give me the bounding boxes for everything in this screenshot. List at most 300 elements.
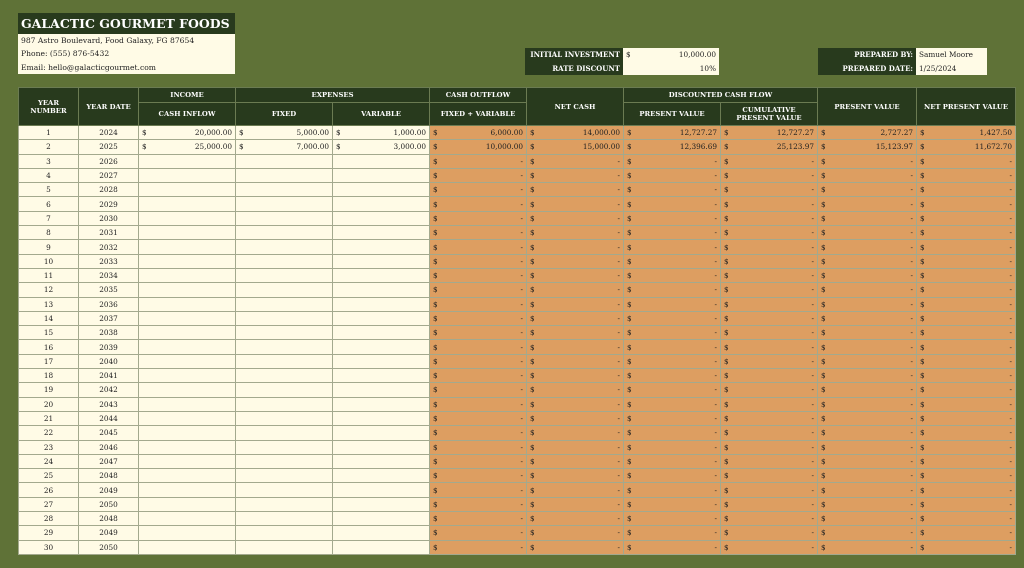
present-value-2-cell[interactable] [818, 383, 917, 397]
present-value-cell[interactable] [624, 512, 721, 526]
net-cash-cell[interactable] [527, 497, 624, 511]
cumulative-present-value-cell[interactable] [721, 268, 818, 282]
cash-outflow-cell[interactable] [430, 497, 527, 511]
net-present-value-cell[interactable] [917, 411, 1016, 425]
net-present-value-cell[interactable] [917, 254, 1016, 268]
cumulative-present-value-cell[interactable] [721, 454, 818, 468]
present-value-cell[interactable] [624, 183, 721, 197]
header-present-value[interactable]: PRESENT VALUE [624, 103, 721, 126]
cumulative-present-value-cell[interactable] [721, 340, 818, 354]
net-cash-cell[interactable] [527, 397, 624, 411]
cumulative-present-value-cell[interactable] [721, 240, 818, 254]
cash-outflow-cell[interactable] [430, 154, 527, 168]
cash-inflow-cell[interactable] [139, 126, 236, 140]
header-discounted-cash-flow[interactable]: DISCOUNTED CASH FLOW [624, 88, 818, 103]
net-present-value-cell[interactable] [917, 526, 1016, 540]
header-present-value-2[interactable]: PRESENT VALUE [818, 88, 917, 126]
header-net-cash[interactable]: NET CASH [527, 88, 624, 126]
variable-expense-cell[interactable] [333, 283, 430, 297]
year-number-cell[interactable]: 10 [19, 254, 79, 268]
cash-outflow-cell[interactable] [430, 240, 527, 254]
year-number-cell[interactable]: 28 [19, 512, 79, 526]
variable-expense-cell[interactable] [333, 168, 430, 182]
variable-expense-cell[interactable] [333, 540, 430, 554]
present-value-2-cell[interactable] [818, 340, 917, 354]
net-cash-cell[interactable] [527, 512, 624, 526]
variable-expense-cell[interactable] [333, 397, 430, 411]
cumulative-present-value-cell[interactable] [721, 126, 818, 140]
cash-outflow-cell[interactable] [430, 512, 527, 526]
year-number-cell[interactable]: 6 [19, 197, 79, 211]
present-value-2-cell[interactable] [818, 397, 917, 411]
year-number-cell[interactable]: 1 [19, 126, 79, 140]
header-income[interactable]: INCOME [139, 88, 236, 103]
header-year-number[interactable]: YEAR NUMBER [19, 88, 79, 126]
net-cash-cell[interactable] [527, 469, 624, 483]
present-value-cell[interactable] [624, 483, 721, 497]
net-present-value-cell[interactable] [917, 326, 1016, 340]
cash-inflow-cell[interactable] [139, 340, 236, 354]
cash-inflow-cell[interactable] [139, 311, 236, 325]
cumulative-present-value-cell[interactable] [721, 197, 818, 211]
variable-expense-cell[interactable] [333, 254, 430, 268]
year-date-cell[interactable]: 2039 [79, 340, 139, 354]
net-present-value-cell[interactable] [917, 240, 1016, 254]
variable-expense-cell[interactable] [333, 126, 430, 140]
net-cash-cell[interactable] [527, 154, 624, 168]
cash-outflow-cell[interactable] [430, 311, 527, 325]
cumulative-present-value-cell[interactable] [721, 183, 818, 197]
variable-expense-cell[interactable] [333, 197, 430, 211]
net-present-value-cell[interactable] [917, 469, 1016, 483]
year-number-cell[interactable]: 2 [19, 140, 79, 154]
present-value-cell[interactable] [624, 126, 721, 140]
fixed-expense-cell[interactable] [236, 254, 333, 268]
present-value-cell[interactable] [624, 297, 721, 311]
cash-outflow-cell[interactable] [430, 211, 527, 225]
year-number-cell[interactable]: 12 [19, 283, 79, 297]
present-value-2-cell[interactable] [818, 540, 917, 554]
net-present-value-cell[interactable] [917, 340, 1016, 354]
present-value-2-cell[interactable] [818, 140, 917, 154]
cash-inflow-cell[interactable] [139, 326, 236, 340]
cumulative-present-value-cell[interactable] [721, 497, 818, 511]
year-date-cell[interactable]: 2048 [79, 469, 139, 483]
net-cash-cell[interactable] [527, 369, 624, 383]
year-date-cell[interactable]: 2027 [79, 168, 139, 182]
variable-expense-cell[interactable] [333, 454, 430, 468]
cash-outflow-cell[interactable] [430, 126, 527, 140]
net-cash-cell[interactable] [527, 211, 624, 225]
net-present-value-cell[interactable] [917, 383, 1016, 397]
cash-inflow-cell[interactable] [139, 483, 236, 497]
present-value-2-cell[interactable] [818, 197, 917, 211]
net-present-value-cell[interactable] [917, 440, 1016, 454]
cash-outflow-cell[interactable] [430, 326, 527, 340]
net-present-value-cell[interactable] [917, 369, 1016, 383]
present-value-cell[interactable] [624, 397, 721, 411]
cash-inflow-cell[interactable] [139, 383, 236, 397]
present-value-2-cell[interactable] [818, 254, 917, 268]
header-cumulative-present-value[interactable]: CUMULATIVE PRESENT VALUE [721, 103, 818, 126]
net-cash-cell[interactable] [527, 440, 624, 454]
cash-outflow-cell[interactable] [430, 540, 527, 554]
year-number-cell[interactable]: 11 [19, 268, 79, 282]
year-date-cell[interactable]: 2024 [79, 126, 139, 140]
header-cash-outflow[interactable]: CASH OUTFLOW [430, 88, 527, 103]
present-value-2-cell[interactable] [818, 469, 917, 483]
company-address[interactable]: 987 Astro Boulevard, Food Galaxy, FG 87654 [18, 34, 235, 47]
variable-expense-cell[interactable] [333, 211, 430, 225]
cash-outflow-cell[interactable] [430, 383, 527, 397]
fixed-expense-cell[interactable] [236, 397, 333, 411]
year-date-cell[interactable]: 2047 [79, 454, 139, 468]
year-date-cell[interactable]: 2042 [79, 383, 139, 397]
variable-expense-cell[interactable] [333, 369, 430, 383]
year-date-cell[interactable]: 2030 [79, 211, 139, 225]
cash-outflow-cell[interactable] [430, 297, 527, 311]
cash-outflow-cell[interactable] [430, 268, 527, 282]
net-cash-cell[interactable] [527, 383, 624, 397]
present-value-2-cell[interactable] [818, 126, 917, 140]
header-variable[interactable]: VARIABLE [333, 103, 430, 126]
cash-outflow-cell[interactable] [430, 483, 527, 497]
cumulative-present-value-cell[interactable] [721, 211, 818, 225]
cumulative-present-value-cell[interactable] [721, 326, 818, 340]
net-cash-cell[interactable] [527, 297, 624, 311]
fixed-expense-cell[interactable] [236, 268, 333, 282]
year-date-cell[interactable]: 2029 [79, 197, 139, 211]
fixed-expense-cell[interactable] [236, 283, 333, 297]
cumulative-present-value-cell[interactable] [721, 383, 818, 397]
year-number-cell[interactable]: 15 [19, 326, 79, 340]
variable-expense-cell[interactable] [333, 340, 430, 354]
year-date-cell[interactable]: 2050 [79, 540, 139, 554]
cash-inflow-cell[interactable] [139, 369, 236, 383]
cash-inflow-cell[interactable] [139, 268, 236, 282]
present-value-2-cell[interactable] [818, 311, 917, 325]
cash-outflow-cell[interactable] [430, 197, 527, 211]
cash-inflow-cell[interactable] [139, 240, 236, 254]
year-number-cell[interactable]: 14 [19, 311, 79, 325]
present-value-cell[interactable] [624, 540, 721, 554]
net-present-value-cell[interactable] [917, 297, 1016, 311]
header-year-date[interactable]: YEAR DATE [79, 88, 139, 126]
fixed-expense-cell[interactable] [236, 497, 333, 511]
fixed-expense-cell[interactable] [236, 512, 333, 526]
fixed-expense-cell[interactable] [236, 240, 333, 254]
present-value-2-cell[interactable] [818, 354, 917, 368]
cumulative-present-value-cell[interactable] [721, 483, 818, 497]
year-date-cell[interactable]: 2049 [79, 483, 139, 497]
company-phone[interactable]: Phone: (555) 876-5432 [18, 47, 235, 60]
net-present-value-cell[interactable] [917, 140, 1016, 154]
cash-inflow-cell[interactable] [139, 183, 236, 197]
cash-inflow-cell[interactable] [139, 411, 236, 425]
fixed-expense-cell[interactable] [236, 297, 333, 311]
cash-inflow-cell[interactable] [139, 426, 236, 440]
net-cash-cell[interactable] [527, 526, 624, 540]
present-value-2-cell[interactable] [818, 240, 917, 254]
present-value-2-cell[interactable] [818, 411, 917, 425]
header-fixed[interactable]: FIXED [236, 103, 333, 126]
cash-inflow-cell[interactable] [139, 226, 236, 240]
present-value-2-cell[interactable] [818, 426, 917, 440]
present-value-cell[interactable] [624, 526, 721, 540]
present-value-cell[interactable] [624, 268, 721, 282]
present-value-2-cell[interactable] [818, 283, 917, 297]
net-cash-cell[interactable] [527, 340, 624, 354]
cash-outflow-cell[interactable] [430, 411, 527, 425]
year-number-cell[interactable]: 30 [19, 540, 79, 554]
variable-expense-cell[interactable] [333, 226, 430, 240]
fixed-expense-cell[interactable] [236, 354, 333, 368]
cumulative-present-value-cell[interactable] [721, 526, 818, 540]
net-present-value-cell[interactable] [917, 497, 1016, 511]
present-value-cell[interactable] [624, 168, 721, 182]
present-value-cell[interactable] [624, 340, 721, 354]
variable-expense-cell[interactable] [333, 140, 430, 154]
year-date-cell[interactable]: 2038 [79, 326, 139, 340]
net-cash-cell[interactable] [527, 183, 624, 197]
year-date-cell[interactable]: 2031 [79, 226, 139, 240]
net-present-value-cell[interactable] [917, 183, 1016, 197]
net-present-value-cell[interactable] [917, 354, 1016, 368]
fixed-expense-cell[interactable] [236, 311, 333, 325]
cash-inflow-cell[interactable] [139, 454, 236, 468]
company-name[interactable]: GALACTIC GOURMET FOODS [18, 13, 235, 34]
fixed-expense-cell[interactable] [236, 326, 333, 340]
cash-outflow-cell[interactable] [430, 397, 527, 411]
year-number-cell[interactable]: 26 [19, 483, 79, 497]
year-date-cell[interactable]: 2033 [79, 254, 139, 268]
year-number-cell[interactable]: 27 [19, 497, 79, 511]
present-value-cell[interactable] [624, 154, 721, 168]
net-cash-cell[interactable] [527, 483, 624, 497]
cumulative-present-value-cell[interactable] [721, 540, 818, 554]
year-date-cell[interactable]: 2025 [79, 140, 139, 154]
prepared-by-value[interactable]: Samuel Moore [916, 48, 987, 62]
present-value-2-cell[interactable] [818, 497, 917, 511]
net-present-value-cell[interactable] [917, 283, 1016, 297]
variable-expense-cell[interactable] [333, 526, 430, 540]
variable-expense-cell[interactable] [333, 383, 430, 397]
variable-expense-cell[interactable] [333, 483, 430, 497]
year-date-cell[interactable]: 2040 [79, 354, 139, 368]
cash-inflow-cell[interactable] [139, 469, 236, 483]
year-number-cell[interactable]: 18 [19, 369, 79, 383]
net-cash-cell[interactable] [527, 197, 624, 211]
present-value-cell[interactable] [624, 426, 721, 440]
cash-outflow-cell[interactable] [430, 454, 527, 468]
net-cash-cell[interactable] [527, 540, 624, 554]
cumulative-present-value-cell[interactable] [721, 512, 818, 526]
net-present-value-cell[interactable] [917, 126, 1016, 140]
variable-expense-cell[interactable] [333, 426, 430, 440]
cumulative-present-value-cell[interactable] [721, 369, 818, 383]
year-date-cell[interactable]: 2034 [79, 268, 139, 282]
present-value-cell[interactable] [624, 140, 721, 154]
fixed-expense-cell[interactable] [236, 440, 333, 454]
fixed-expense-cell[interactable] [236, 168, 333, 182]
net-cash-cell[interactable] [527, 168, 624, 182]
net-present-value-cell[interactable] [917, 268, 1016, 282]
cash-inflow-cell[interactable] [139, 354, 236, 368]
variable-expense-cell[interactable] [333, 326, 430, 340]
net-present-value-cell[interactable] [917, 397, 1016, 411]
cash-outflow-cell[interactable] [430, 340, 527, 354]
year-date-cell[interactable]: 2037 [79, 311, 139, 325]
year-date-cell[interactable]: 2043 [79, 397, 139, 411]
year-date-cell[interactable]: 2035 [79, 283, 139, 297]
year-number-cell[interactable]: 25 [19, 469, 79, 483]
cash-outflow-cell[interactable] [430, 183, 527, 197]
cumulative-present-value-cell[interactable] [721, 426, 818, 440]
year-number-cell[interactable]: 17 [19, 354, 79, 368]
net-cash-cell[interactable] [527, 226, 624, 240]
fixed-expense-cell[interactable] [236, 197, 333, 211]
present-value-2-cell[interactable] [818, 154, 917, 168]
present-value-cell[interactable] [624, 411, 721, 425]
present-value-cell[interactable] [624, 469, 721, 483]
cumulative-present-value-cell[interactable] [721, 154, 818, 168]
present-value-cell[interactable] [624, 211, 721, 225]
year-date-cell[interactable]: 2041 [79, 369, 139, 383]
year-number-cell[interactable]: 4 [19, 168, 79, 182]
variable-expense-cell[interactable] [333, 297, 430, 311]
cash-inflow-cell[interactable] [139, 197, 236, 211]
fixed-expense-cell[interactable] [236, 411, 333, 425]
year-date-cell[interactable]: 2045 [79, 426, 139, 440]
header-expenses[interactable]: EXPENSES [236, 88, 430, 103]
fixed-expense-cell[interactable] [236, 183, 333, 197]
net-cash-cell[interactable] [527, 126, 624, 140]
fixed-expense-cell[interactable] [236, 454, 333, 468]
present-value-2-cell[interactable] [818, 326, 917, 340]
cash-outflow-cell[interactable] [430, 526, 527, 540]
present-value-2-cell[interactable] [818, 440, 917, 454]
cash-outflow-cell[interactable] [430, 469, 527, 483]
fixed-expense-cell[interactable] [236, 340, 333, 354]
present-value-2-cell[interactable] [818, 168, 917, 182]
prepared-date-value[interactable]: 1/25/2024 [916, 62, 987, 76]
variable-expense-cell[interactable] [333, 354, 430, 368]
net-present-value-cell[interactable] [917, 168, 1016, 182]
cumulative-present-value-cell[interactable] [721, 397, 818, 411]
present-value-cell[interactable] [624, 354, 721, 368]
present-value-cell[interactable] [624, 197, 721, 211]
year-date-cell[interactable]: 2032 [79, 240, 139, 254]
net-cash-cell[interactable] [527, 268, 624, 282]
year-date-cell[interactable]: 2036 [79, 297, 139, 311]
year-date-cell[interactable]: 2026 [79, 154, 139, 168]
year-date-cell[interactable]: 2028 [79, 183, 139, 197]
fixed-expense-cell[interactable] [236, 140, 333, 154]
year-date-cell[interactable]: 2048 [79, 512, 139, 526]
year-date-cell[interactable]: 2046 [79, 440, 139, 454]
cash-inflow-cell[interactable] [139, 168, 236, 182]
variable-expense-cell[interactable] [333, 411, 430, 425]
cumulative-present-value-cell[interactable] [721, 469, 818, 483]
net-cash-cell[interactable] [527, 426, 624, 440]
cumulative-present-value-cell[interactable] [721, 297, 818, 311]
cash-outflow-cell[interactable] [430, 226, 527, 240]
variable-expense-cell[interactable] [333, 154, 430, 168]
net-cash-cell[interactable] [527, 254, 624, 268]
fixed-expense-cell[interactable] [236, 383, 333, 397]
fixed-expense-cell[interactable] [236, 526, 333, 540]
year-date-cell[interactable]: 2049 [79, 526, 139, 540]
cash-outflow-cell[interactable] [430, 440, 527, 454]
fixed-expense-cell[interactable] [236, 126, 333, 140]
net-cash-cell[interactable] [527, 283, 624, 297]
cash-inflow-cell[interactable] [139, 526, 236, 540]
cash-outflow-cell[interactable] [430, 254, 527, 268]
net-present-value-cell[interactable] [917, 483, 1016, 497]
header-cash-inflow[interactable]: CASH INFLOW [139, 103, 236, 126]
year-number-cell[interactable]: 20 [19, 397, 79, 411]
year-number-cell[interactable]: 7 [19, 211, 79, 225]
fixed-expense-cell[interactable] [236, 211, 333, 225]
present-value-2-cell[interactable] [818, 454, 917, 468]
net-cash-cell[interactable] [527, 311, 624, 325]
fixed-expense-cell[interactable] [236, 369, 333, 383]
cumulative-present-value-cell[interactable] [721, 354, 818, 368]
present-value-cell[interactable] [624, 240, 721, 254]
cash-inflow-cell[interactable] [139, 211, 236, 225]
net-cash-cell[interactable] [527, 354, 624, 368]
present-value-cell[interactable] [624, 311, 721, 325]
net-present-value-cell[interactable] [917, 197, 1016, 211]
present-value-cell[interactable] [624, 283, 721, 297]
cash-inflow-cell[interactable] [139, 540, 236, 554]
cash-inflow-cell[interactable] [139, 512, 236, 526]
cash-inflow-cell[interactable] [139, 497, 236, 511]
present-value-2-cell[interactable] [818, 512, 917, 526]
cumulative-present-value-cell[interactable] [721, 226, 818, 240]
company-email[interactable]: Email: hello@galacticgourmet.com [18, 61, 235, 74]
rate-discount-value[interactable]: 10% [623, 62, 719, 76]
net-present-value-cell[interactable] [917, 540, 1016, 554]
net-present-value-cell[interactable] [917, 154, 1016, 168]
year-number-cell[interactable]: 21 [19, 411, 79, 425]
year-number-cell[interactable]: 16 [19, 340, 79, 354]
cash-outflow-cell[interactable] [430, 168, 527, 182]
fixed-expense-cell[interactable] [236, 226, 333, 240]
year-number-cell[interactable]: 13 [19, 297, 79, 311]
cash-outflow-cell[interactable] [430, 140, 527, 154]
year-number-cell[interactable]: 19 [19, 383, 79, 397]
present-value-cell[interactable] [624, 440, 721, 454]
fixed-expense-cell[interactable] [236, 426, 333, 440]
cash-outflow-cell[interactable] [430, 354, 527, 368]
year-number-cell[interactable]: 23 [19, 440, 79, 454]
fixed-expense-cell[interactable] [236, 483, 333, 497]
initial-investment-cell[interactable] [623, 48, 719, 62]
header-net-present-value[interactable]: NET PRESENT VALUE [917, 88, 1016, 126]
year-number-cell[interactable]: 9 [19, 240, 79, 254]
variable-expense-cell[interactable] [333, 512, 430, 526]
present-value-2-cell[interactable] [818, 268, 917, 282]
net-present-value-cell[interactable] [917, 426, 1016, 440]
net-present-value-cell[interactable] [917, 454, 1016, 468]
present-value-cell[interactable] [624, 497, 721, 511]
net-present-value-cell[interactable] [917, 512, 1016, 526]
present-value-cell[interactable] [624, 326, 721, 340]
cash-outflow-cell[interactable] [430, 369, 527, 383]
variable-expense-cell[interactable] [333, 183, 430, 197]
cash-inflow-cell[interactable] [139, 283, 236, 297]
